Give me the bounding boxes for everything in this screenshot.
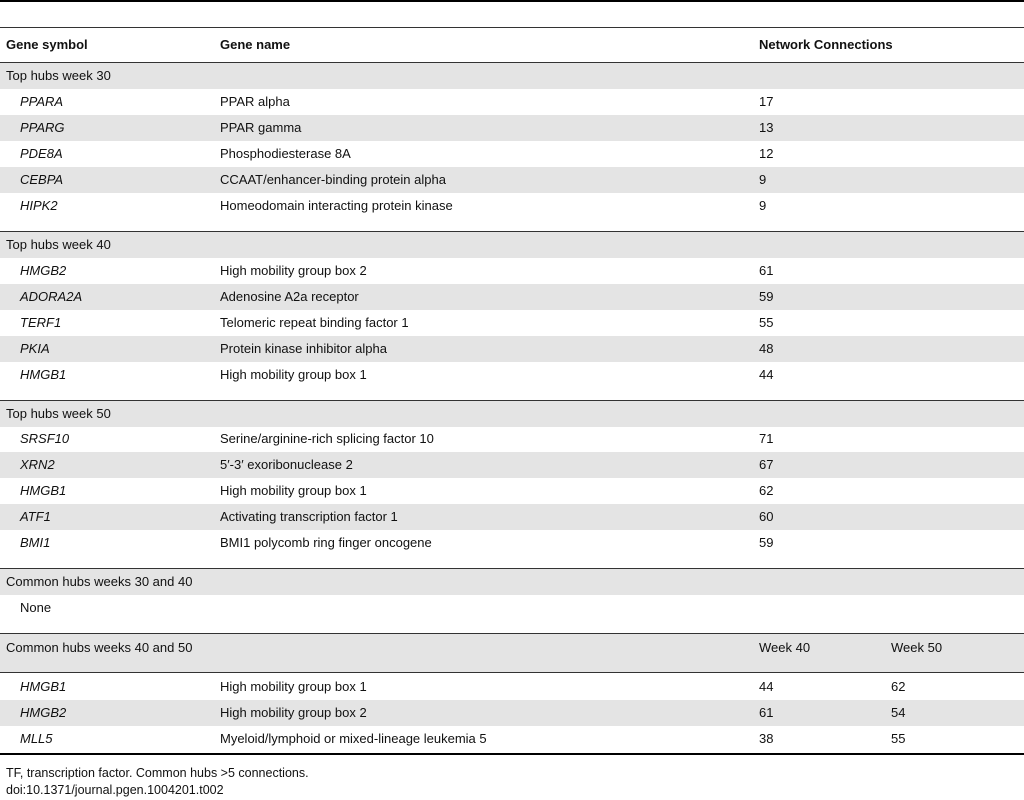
none-label: None xyxy=(20,600,52,615)
table-row xyxy=(0,595,1024,621)
table-row xyxy=(0,478,1024,504)
table-row xyxy=(0,426,1024,452)
table-row xyxy=(0,700,1024,726)
section-header-week-50 xyxy=(0,401,1024,427)
section-header-week-40 xyxy=(0,232,1024,258)
section-title: Top hubs week 30 xyxy=(6,68,111,83)
gene-symbol: PDE8A xyxy=(20,146,63,161)
section-header-common-30-40 xyxy=(0,569,1024,595)
gene-name: BMI1 polycomb ring finger oncogene xyxy=(220,535,432,550)
gene-name: High mobility group box 1 xyxy=(220,679,367,694)
gene-symbol: CEBPA xyxy=(20,172,64,187)
week-40-value: 38 xyxy=(759,731,774,746)
table-row xyxy=(0,284,1024,310)
week-50-value: 55 xyxy=(891,731,906,746)
gene-name: Phosphodiesterase 8A xyxy=(220,146,351,161)
week-50-value: 62 xyxy=(891,679,906,694)
week-50-value: 54 xyxy=(891,705,906,720)
table-row xyxy=(0,310,1024,336)
network-connections: 60 xyxy=(759,509,774,524)
gene-symbol: HMGB2 xyxy=(20,705,67,720)
gene-name: Adenosine A2a receptor xyxy=(220,289,359,304)
network-connections: 55 xyxy=(759,315,774,330)
header-top-rule xyxy=(0,27,1024,28)
table-row xyxy=(0,115,1024,141)
header-gene-name: Gene name xyxy=(220,37,291,52)
section-title: Top hubs week 40 xyxy=(6,237,111,252)
gene-name: Homeodomain interacting protein kinase xyxy=(220,198,453,213)
gene-symbol: PKIA xyxy=(20,341,50,356)
gene-name: Activating transcription factor 1 xyxy=(220,509,398,524)
gene-symbol: PPARA xyxy=(20,94,64,109)
network-connections: 61 xyxy=(759,263,774,278)
gene-name: Serine/arginine-rich splicing factor 10 xyxy=(220,431,434,446)
section-title: Common hubs weeks 40 and 50 xyxy=(6,640,193,655)
header-network-connections: Network Connections xyxy=(759,37,893,52)
gene-name: Telomeric repeat binding factor 1 xyxy=(220,315,409,330)
table-row xyxy=(0,167,1024,193)
gene-symbol: TERF1 xyxy=(20,315,62,330)
table-row xyxy=(0,193,1024,219)
section-title: Top hubs week 50 xyxy=(6,406,111,421)
section-header-common-40-50 xyxy=(0,634,1024,672)
gene-name: CCAAT/enhancer-binding protein alpha xyxy=(220,172,446,187)
table-row xyxy=(0,258,1024,284)
table-row xyxy=(0,726,1024,752)
table-row xyxy=(0,674,1024,700)
network-connections: 12 xyxy=(759,146,774,161)
gene-name: Protein kinase inhibitor alpha xyxy=(220,341,387,356)
doi-link[interactable]: doi:10.1371/journal.pgen.1004201.t002 xyxy=(6,783,224,797)
gene-symbol: HMGB2 xyxy=(20,263,67,278)
gene-name: PPAR alpha xyxy=(220,94,290,109)
network-connections: 44 xyxy=(759,367,774,382)
network-connections: 9 xyxy=(759,172,767,187)
gene-symbol: ADORA2A xyxy=(20,289,83,304)
network-connections: 59 xyxy=(759,289,774,304)
gene-symbol: HMGB1 xyxy=(20,367,67,382)
network-connections: 9 xyxy=(759,198,767,213)
week-40-label: Week 40 xyxy=(759,640,811,655)
gene-symbol: XRN2 xyxy=(20,457,55,472)
gene-name: 5′-3′ exoribonuclease 2 xyxy=(220,457,353,472)
gene-symbol: HIPK2 xyxy=(20,198,58,213)
table-row xyxy=(0,362,1024,388)
table-bottom-rule xyxy=(0,753,1024,755)
gene-symbol: SRSF10 xyxy=(20,431,70,446)
gene-symbol: ATF1 xyxy=(20,509,51,524)
week-40-value: 44 xyxy=(759,679,774,694)
network-connections: 17 xyxy=(759,94,774,109)
network-connections: 71 xyxy=(759,431,774,446)
network-connections: 59 xyxy=(759,535,774,550)
network-connections: 13 xyxy=(759,120,774,135)
table-row xyxy=(0,89,1024,115)
table-row xyxy=(0,530,1024,556)
table-top-rule xyxy=(0,0,1024,2)
table-row xyxy=(0,141,1024,167)
network-connections: 62 xyxy=(759,483,774,498)
section-header-week-30 xyxy=(0,63,1024,89)
gene-name: High mobility group box 1 xyxy=(220,367,367,382)
gene-symbol: HMGB1 xyxy=(20,483,67,498)
gene-name: PPAR gamma xyxy=(220,120,302,135)
week-40-value: 61 xyxy=(759,705,774,720)
gene-symbol: PPARG xyxy=(20,120,65,135)
gene-name: High mobility group box 2 xyxy=(220,705,367,720)
subheader-rule xyxy=(0,672,1024,673)
gene-name: Myeloid/lymphoid or mixed-lineage leukemia 5 xyxy=(220,731,487,746)
table-row xyxy=(0,336,1024,362)
network-connections: 48 xyxy=(759,341,774,356)
table-header-row xyxy=(0,32,1024,58)
gene-symbol: BMI1 xyxy=(20,535,51,550)
section-title: Common hubs weeks 30 and 40 xyxy=(6,574,193,589)
gene-symbol: MLL5 xyxy=(20,731,53,746)
table-row xyxy=(0,504,1024,530)
header-gene-symbol: Gene symbol xyxy=(6,37,88,52)
gene-symbol: HMGB1 xyxy=(20,679,67,694)
gene-name: High mobility group box 1 xyxy=(220,483,367,498)
network-connections: 67 xyxy=(759,457,774,472)
table-footnote: TF, transcription factor. Common hubs >5 connections. xyxy=(6,766,309,780)
week-50-label: Week 50 xyxy=(891,640,943,655)
table-row xyxy=(0,452,1024,478)
gene-name: High mobility group box 2 xyxy=(220,263,367,278)
